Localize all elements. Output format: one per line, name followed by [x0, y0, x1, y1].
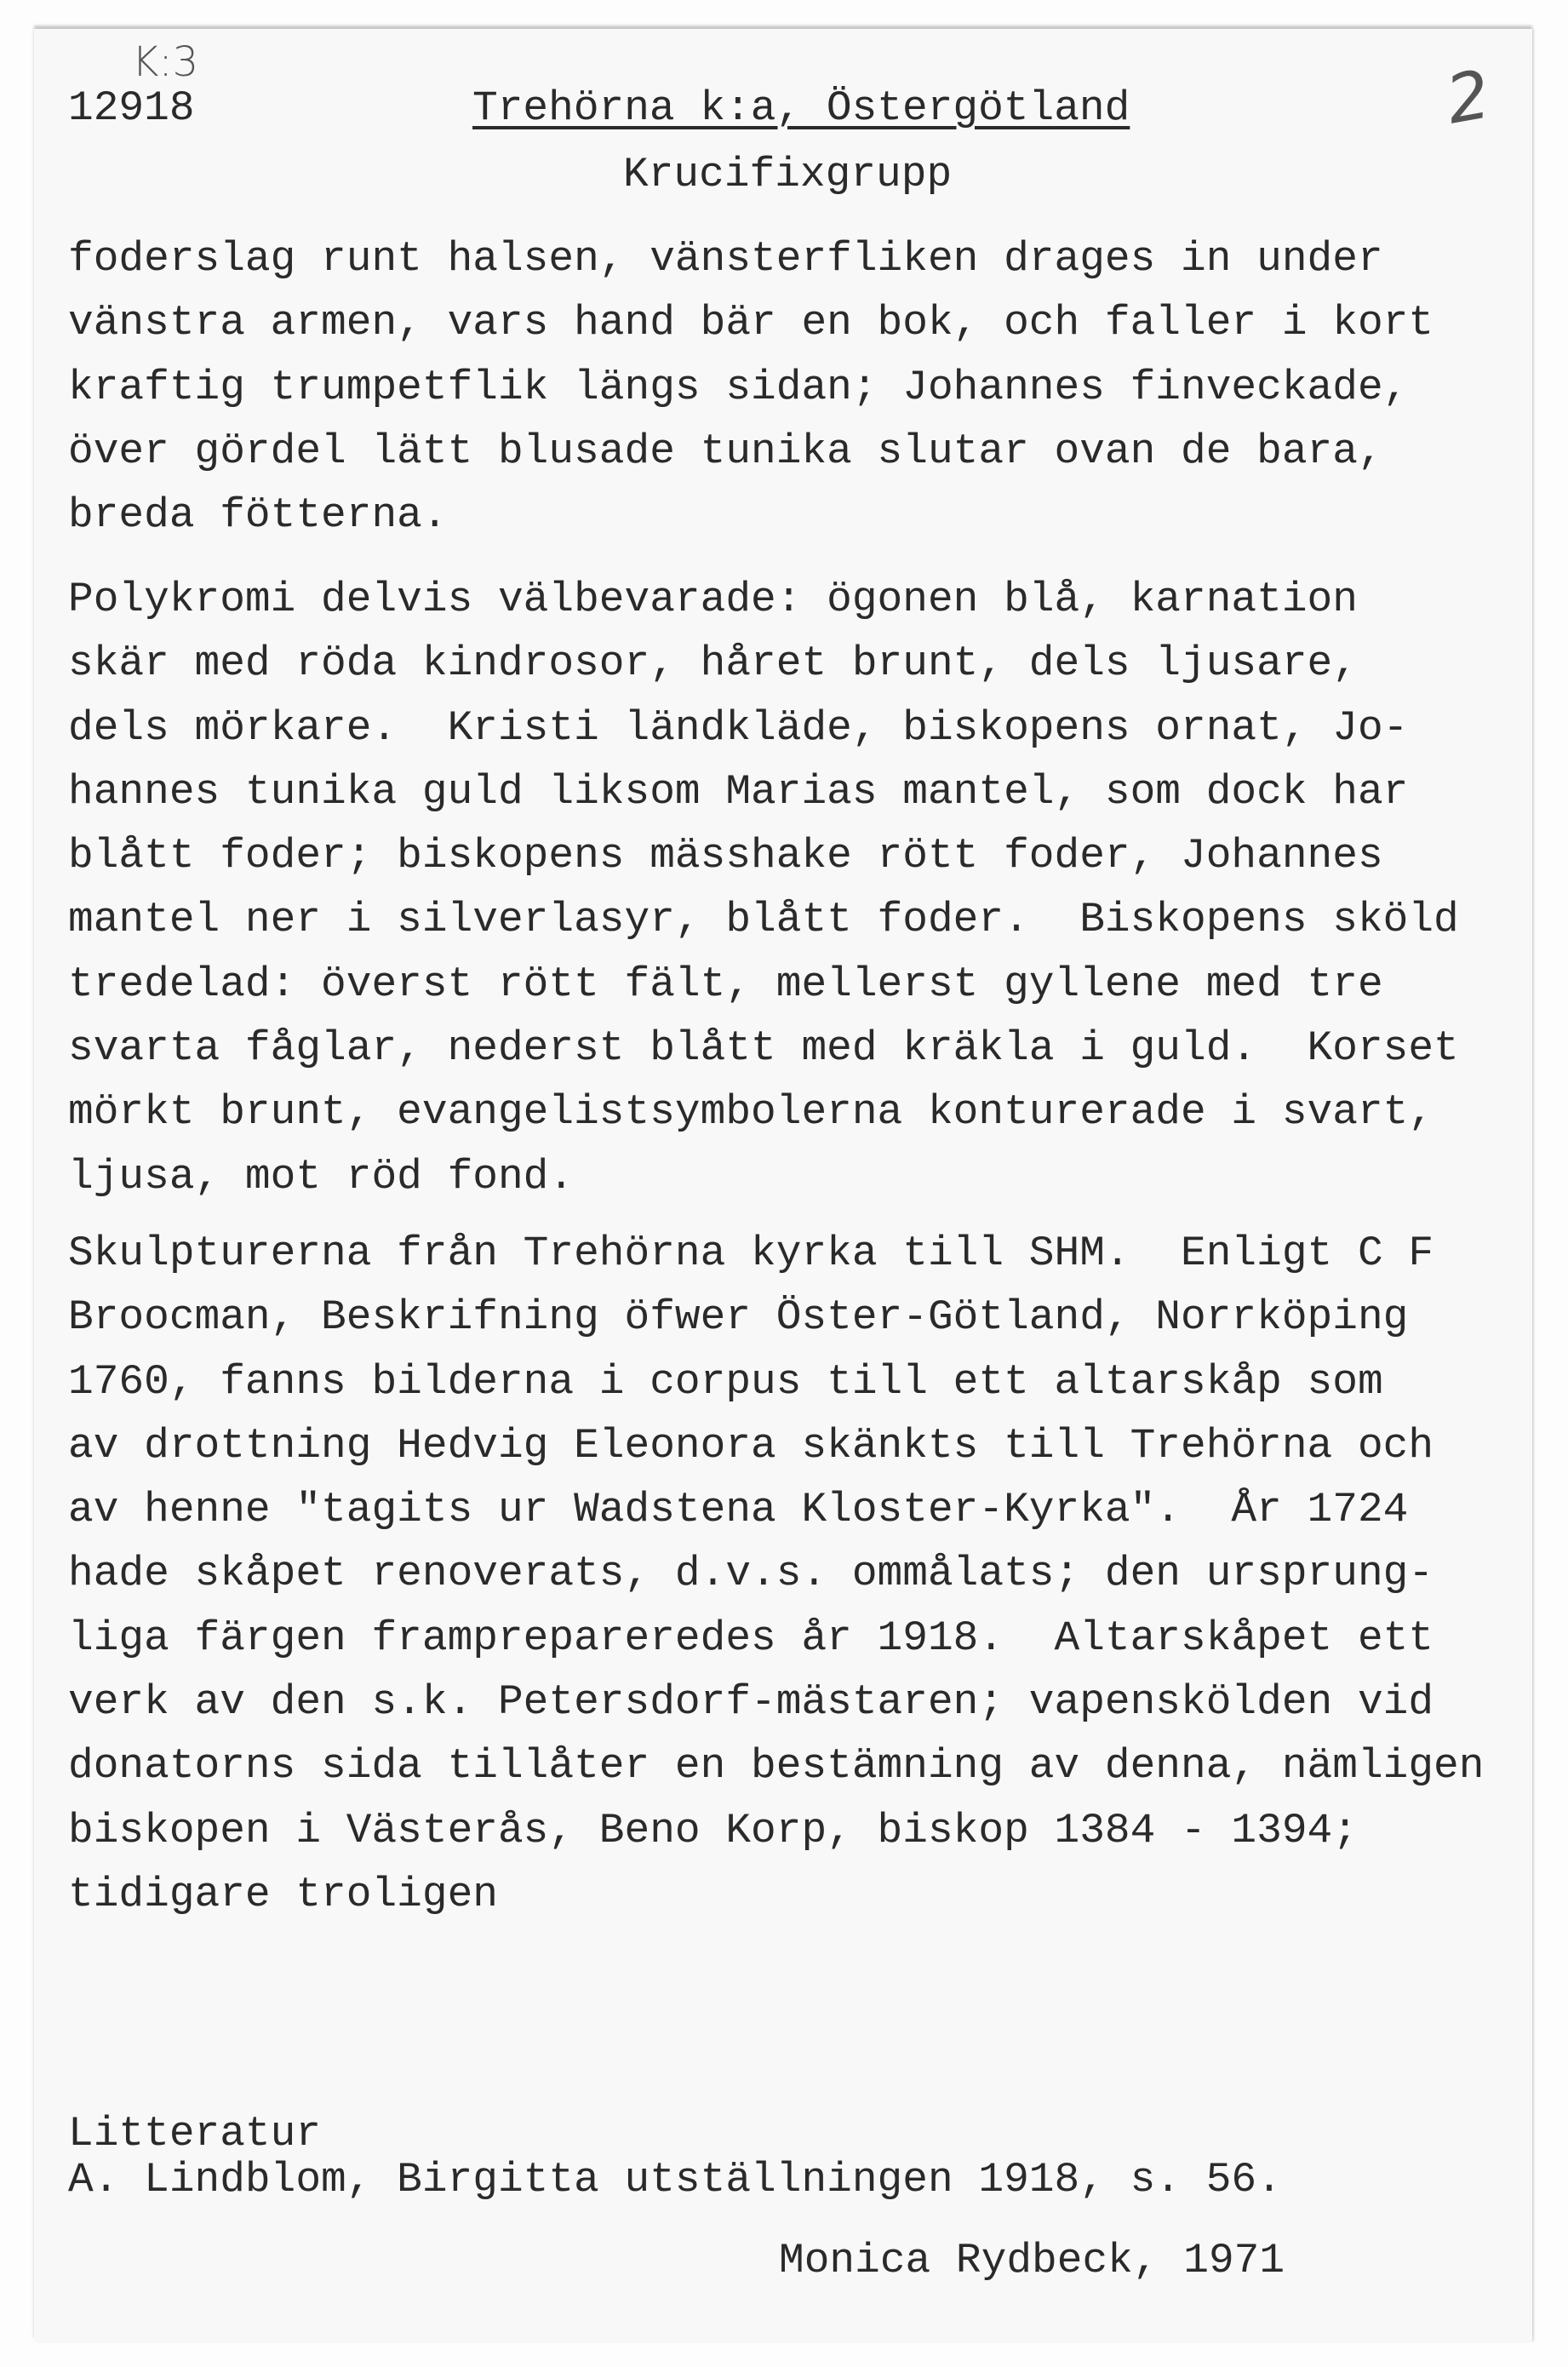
catalog-number: 12918	[68, 84, 195, 132]
page-subtitle: Krucifixgrupp	[623, 151, 953, 198]
text-line: mantel ner i silverlasyr, blått foder. Biskopens sköld	[68, 896, 1459, 944]
text-line: Broocman, Beskrifning öfwer Öster-Götland, Norrköping	[68, 1293, 1409, 1342]
text-line: hannes tunika guld liksom Marias mantel, som dock har	[68, 767, 1409, 816]
signature: Monica Rydbeck, 1971	[779, 2237, 1285, 2284]
text-line: Polykromi delvis välbevarade: ögonen blå, karnation	[68, 576, 1358, 623]
text-line: dels mörkare. Kristi ländkläde, biskopens ornat, Jo-	[68, 703, 1409, 752]
text-line: mörkt brunt, evangelistsymbolerna konturerade i svart,	[68, 1088, 1434, 1137]
text-line: vänstra armen, vars hand bär en bok, och faller i kort	[68, 299, 1434, 347]
text-line: svarta fåglar, nederst blått med kräkla i guld. Korset	[68, 1024, 1459, 1073]
paragraph-1	[68, 227, 1434, 547]
page-title: Trehörna k:a, Östergötland	[472, 84, 1130, 132]
paragraph-2	[68, 568, 1459, 1209]
literature-entry: A. Lindblom, Birgitta utställningen 1918, s. 56.	[68, 2156, 1282, 2204]
text-line: tidigare troligen	[68, 1870, 498, 1918]
text-line: liga färgen framprepareredes år 1918. Altarskåpet ett	[68, 1613, 1434, 1662]
text-line: skär med röda kindrosor, håret brunt, dels ljusare,	[68, 639, 1358, 688]
text-line: hade skåpet renoverats, d.v.s. ommålats; den ursprung-	[68, 1550, 1434, 1598]
text-line: Skulpturerna från Trehörna kyrka till SHM. Enligt C F	[68, 1229, 1434, 1277]
text-line: biskopen i Västerås, Beno Korp, biskop 1384 - 1394;	[68, 1806, 1358, 1854]
text-line: tredelad: överst rött fält, mellerst gyllene med tre	[68, 960, 1383, 1008]
text-line: av henne "tagits ur Wadstena Kloster-Kyrka". År 1724	[68, 1486, 1409, 1534]
text-line: blått foder; biskopens mässhake rött foder, Johannes	[68, 832, 1383, 880]
text-line: av drottning Hedvig Eleonora skänkts till Trehörna och	[68, 1421, 1434, 1470]
paragraph-3	[68, 1222, 1484, 1927]
text-line: kraftig trumpetflik längs sidan; Johannes finveckade,	[68, 363, 1409, 411]
text-line: ljusa, mot röd fond.	[68, 1152, 575, 1201]
handwritten-code: K:3	[132, 38, 199, 86]
text-line: 1760, fanns bilderna i corpus till ett altarskåp som	[68, 1357, 1383, 1406]
handwritten-page-number: 2	[1440, 56, 1496, 140]
text-line: breda fötterna.	[68, 491, 448, 540]
text-line: foderslag runt halsen, vänsterfliken drages in under	[68, 235, 1383, 283]
text-line: verk av den s.k. Petersdorf-mästaren; vapenskölden vid	[68, 1678, 1434, 1727]
literature-heading: Litteratur	[68, 2110, 322, 2158]
text-line: donatorns sida tillåter en bestämning av denna, nämligen	[68, 1742, 1485, 1791]
text-line: över gördel lätt blusade tunika slutar ovan de bara,	[68, 427, 1383, 475]
